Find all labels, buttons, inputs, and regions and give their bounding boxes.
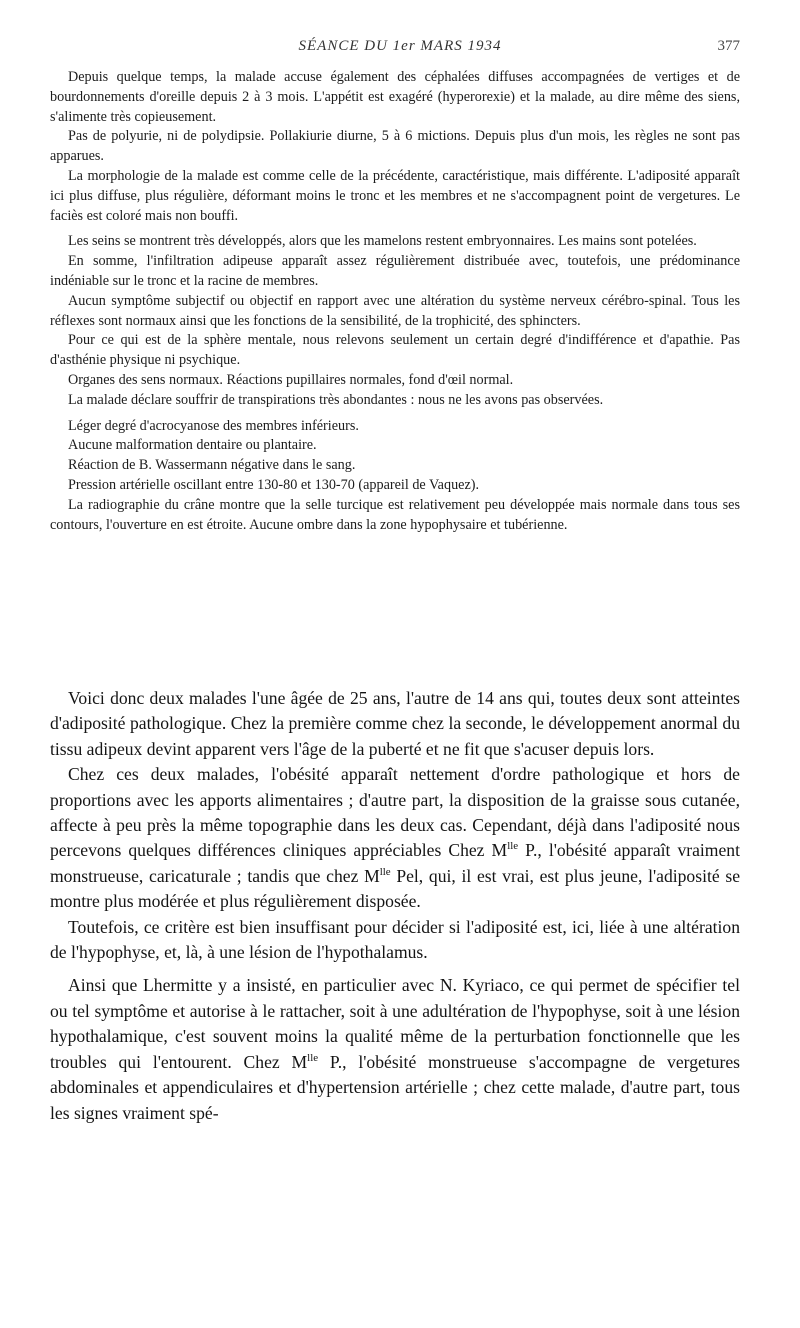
text-run: P., l'obésité monstrueuse s'accompagne de vergetures abdominales et appendiculaires et d'hypertension artérielle ; chez cette malade, d'autre part, tous les signes vraiment spé-: [50, 1051, 740, 1123]
paragraph: En somme, l'infiltration adipeuse apparaît assez régulièrement distribuée avec, toutefois, une prédominance indéniable sur le tronc et la racine de membres.: [50, 253, 740, 289]
paragraph: Toutefois, ce critère est bien insuffisant pour décider si l'adiposité est, ici, liée à une altération de l'hypophyse, et, là, à une lésion de l'hypothalamus.: [50, 916, 740, 963]
page-number: 377: [717, 38, 740, 54]
superscript: lle: [507, 840, 519, 853]
superscript: lle: [307, 1051, 319, 1064]
discussion-block: [50, 686, 740, 1126]
text-run: Ainsi que Lhermitte y a insisté, en particulier avec N. Kyriaco, ce qui permet de spécifier tel ou tel symptôme et autorise à le rattacher, soit à une adultération de l'hypophyse, soit à une lésion hypothalamique, c'est souvent moins la qualité même de la perturbation fonctionnelle que les troubles qui l'entourent. Chez M: [50, 975, 740, 1072]
paragraph: La morphologie de la malade est comme celle de la précédente, caractéristique, mais différente. L'adiposité apparaît ici plus diffuse, plus régulière, déformant moins le tronc et les membres et ne s'accompagnent point de vergetures. Le faciès est coloré mais non bouffi.: [50, 167, 740, 224]
running-title: SÉANCE DU 1er MARS 1934: [298, 38, 502, 54]
paragraph: Pression artérielle oscillant entre 130-80 et 130-70 (appareil de Vaquez).: [68, 476, 480, 493]
paragraph: [50, 762, 740, 914]
paragraph: Depuis quelque temps, la malade accuse également des céphalées diffuses accompagnées de vertiges et de bourdonnements d'oreille depuis 2 à 3 mois. L'appétit est exagéré (hyperorexie) et la malade, au dire même des siens, s'alimente très copieusement.: [50, 69, 740, 125]
paragraph: Réaction de B. Wassermann négative dans le sang.: [68, 457, 356, 474]
paragraph: Aucun symptôme subjectif ou objectif en rapport avec une altération du système nerveux cérébro-spinal. Tous les réflexes sont normaux ainsi que les fonctions de la sensibilité, de la trophicité, des sphincters.: [50, 292, 740, 329]
clinical-observation-block: [50, 68, 740, 535]
paragraph: Léger degré d'acrocyanose des membres inférieurs.: [68, 417, 359, 434]
paragraph: La malade déclare souffrir de transpirations très abondantes : nous ne les avons pas observées.: [68, 391, 604, 408]
paragraph: Pour ce qui est de la sphère mentale, nous relevons seulement un certain degré d'indifférence et d'apathie. Pas d'asthénie physique ni psychique.: [50, 332, 740, 369]
paragraph: Voici donc deux malades l'une âgée de 25 ans, l'autre de 14 ans qui, toutes deux sont atteintes d'adiposité pathologique. Chez la première comme chez la seconde, le développement anormal du tissu adipeux devint apparent vers l'âge de la puberté et ne fit que s'acuser depuis lors.: [50, 688, 740, 759]
paragraph: La radiographie du crâne montre que la selle turcique est relativement peu développée mais normale dans tous ses contours, l'ouverture en est étroite. Aucune ombre dans la zone hypophysaire et tubérienne.: [50, 496, 740, 533]
text-run: P., l'obésité apparaît vraiment monstrueuse, caricaturale ; tandis que chez M: [50, 840, 740, 886]
text-run: Pel, qui, il est vrai, est plus jeune, l'adiposité se montre plus modérée et plus régulièrement disposée.: [50, 865, 741, 912]
superscript: lle: [379, 865, 391, 878]
paragraph: [50, 973, 740, 1125]
page-header: [60, 38, 740, 58]
paragraph: Aucune malformation dentaire ou plantaire.: [68, 437, 317, 454]
paragraph: Les seins se montrent très développés, alors que les mamelons restent embryonnaires. Les mains sont potelées.: [68, 233, 697, 250]
paragraph: Pas de polyurie, ni de polydipsie. Pollakiurie diurne, 5 à 6 mictions. Depuis plus d'un mois, les règles ne sont pas apparues.: [50, 128, 740, 165]
text-run: Chez ces deux malades, l'obésité apparaît nettement d'ordre pathologique et hors de proportions avec les apports alimentaires ; d'autre part, la disposition de la graisse sous cutanée, affecte à peu près la même topographie dans les deux cas. Cependant, déjà dans l'adiposité nous percevons quelques différences cliniques appréciables Chez M: [50, 764, 740, 861]
paragraph: Organes des sens normaux. Réactions pupillaires normales, fond d'œil normal.: [68, 371, 514, 388]
